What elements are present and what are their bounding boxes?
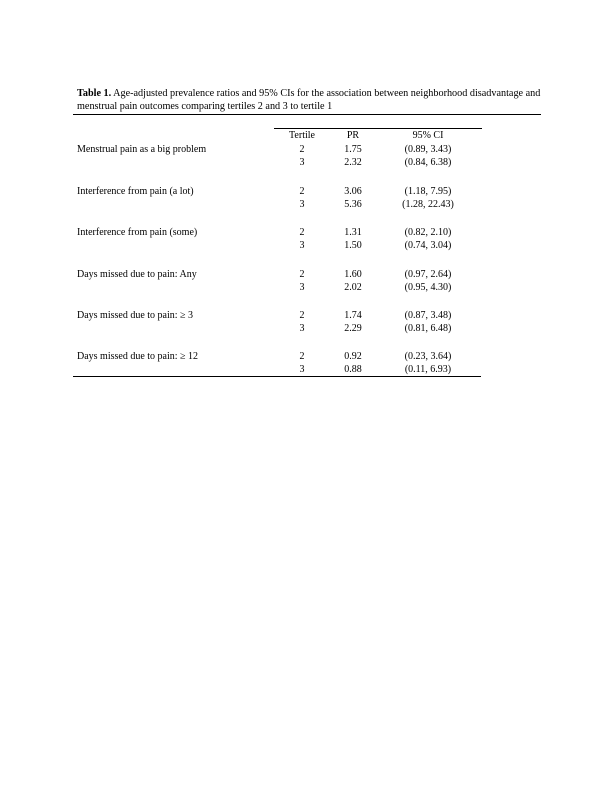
row-ci: (0.97, 2.64) — [404, 269, 452, 280]
row-ci: (0.84, 6.38) — [404, 157, 452, 168]
header-ci: 95% CI — [412, 130, 444, 141]
row-tertile: 2 — [299, 144, 305, 155]
row-pr: 0.92 — [344, 351, 362, 362]
row-ci: (0.74, 3.04) — [404, 240, 452, 251]
row-pr: 0.88 — [344, 364, 362, 375]
row-label: Days missed due to pain: Any — [77, 269, 197, 280]
row-tertile: 2 — [299, 310, 305, 321]
row-pr: 2.29 — [344, 323, 362, 334]
row-pr: 1.50 — [344, 240, 362, 251]
row-pr: 1.31 — [344, 227, 362, 238]
row-tertile: 3 — [299, 199, 305, 210]
row-tertile: 2 — [299, 227, 305, 238]
row-ci: (0.87, 3.48) — [404, 310, 452, 321]
table-bottom-rule — [73, 376, 481, 377]
row-ci: (1.18, 7.95) — [404, 186, 452, 197]
row-ci: (0.11, 6.93) — [404, 364, 452, 375]
row-tertile: 2 — [299, 269, 305, 280]
row-pr: 2.32 — [344, 157, 362, 168]
table-caption-text: Age-adjusted prevalence ratios and 95% CIs for the association between neighborhood disadvantage and menstrual pain outcomes comparing tertiles 2 and 3 to tertile 1 — [77, 88, 541, 112]
row-pr: 1.60 — [344, 269, 362, 280]
table-header-rule — [274, 128, 482, 129]
row-label: Interference from pain (some) — [77, 227, 198, 238]
row-tertile: 3 — [299, 240, 305, 251]
row-ci: (0.95, 4.30) — [404, 282, 452, 293]
row-tertile: 3 — [299, 323, 305, 334]
row-label: Days missed due to pain: ≥ 3 — [77, 310, 194, 321]
header-pr: PR — [346, 130, 360, 141]
row-pr: 1.75 — [344, 144, 362, 155]
row-tertile: 2 — [299, 186, 305, 197]
row-tertile: 2 — [299, 351, 305, 362]
row-pr: 1.74 — [344, 310, 362, 321]
row-ci: (0.89, 3.43) — [404, 144, 452, 155]
row-label: Menstrual pain as a big problem — [77, 144, 207, 155]
row-ci: (1.28, 22.43) — [402, 199, 454, 210]
table-caption-label: Table 1. — [77, 88, 112, 99]
header-tertile: Tertile — [289, 130, 315, 141]
row-ci: (0.81, 6.48) — [404, 323, 452, 334]
row-tertile: 3 — [299, 157, 305, 168]
table-top-rule — [73, 114, 541, 115]
row-label: Days missed due to pain: ≥ 12 — [77, 351, 199, 362]
row-ci: (0.23, 3.64) — [404, 351, 452, 362]
row-pr: 3.06 — [344, 186, 362, 197]
row-label: Interference from pain (a lot) — [77, 186, 194, 197]
table-caption — [77, 88, 547, 113]
row-pr: 5.36 — [344, 199, 362, 210]
row-pr: 2.02 — [344, 282, 362, 293]
row-ci: (0.82, 2.10) — [404, 227, 452, 238]
row-tertile: 3 — [299, 282, 305, 293]
row-tertile: 3 — [299, 364, 305, 375]
